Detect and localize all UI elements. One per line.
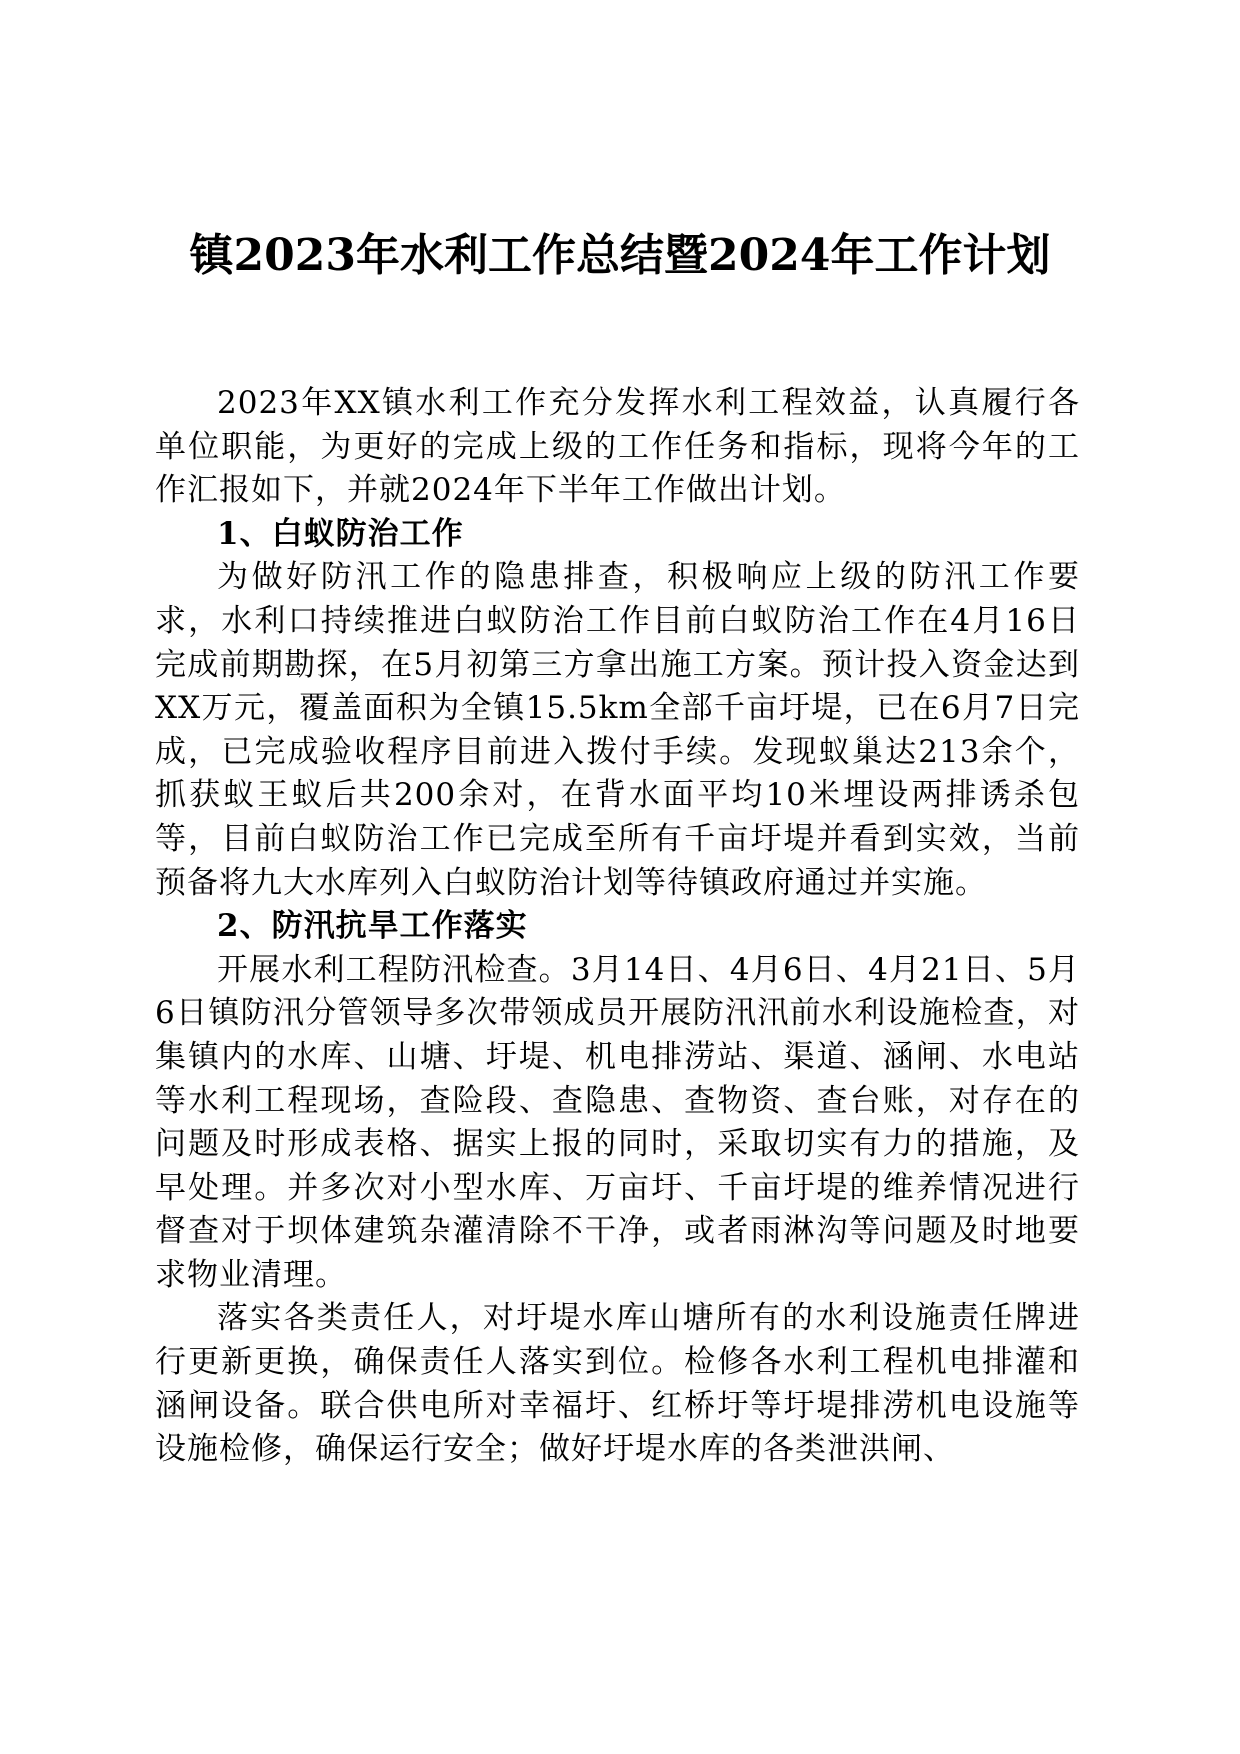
document-body (155, 382, 1080, 1472)
paragraph-responsibility: 落实各类责任人，对圩堤水库山塘所有的水利设施责任牌进行更新更换，确保责任人落实到位。检修各水利工程机电排灌和涵闸设备。联合供电所对幸福圩、红桥圩等圩堤排涝机电设施等设施检修，确保运行安全；做好圩堤水库的各类泄洪闸、 (155, 1300, 1080, 1468)
document-title: 镇2023年水利工作总结暨2024年工作计划 (189, 230, 1051, 281)
paragraph-flood-inspection: 开展水利工程防汛检查。3月14日、4月6日、4月21日、5月6日镇防汛分管领导多次带领成员开展防汛汛前水利设施检查，对集镇内的水库、山塘、圩堤、机电排涝站、渠道、涵闸、水电站等水利工程现场，查险段、查隐患、查物资、查台账，对存在的问题及时形成表格、据实上报的同时，采取切实有力的措施，及早处理。并多次对小型水库、万亩圩、千亩圩堤的维养情况进行督查对于坝体建筑杂灌清除不干净，或者雨淋沟等问题及时地要求物业清理。 (155, 951, 1080, 1293)
section-heading-flood-drought: 2、防汛抗旱工作落实 (217, 908, 528, 945)
intro-paragraph: 2023年XX镇水利工作充分发挥水利工程效益，认真履行各单位职能，为更好的完成上级的工作任务和指标，现将今年的工作汇报如下，并就2024年下半年工作做出计划。 (155, 385, 1080, 509)
section-heading-termite-control: 1、白蚁防治工作 (217, 515, 464, 552)
paragraph-termite-control: 为做好防汛工作的隐患排查，积极响应上级的防汛工作要求，水利口持续推进白蚁防治工作目前白蚁防治工作在4月16日完成前期勘探，在5月初第三方拿出施工方案。预计投入资金达到XX万元，覆盖面积为全镇15.5km全部千亩圩堤，已在6月7日完成，已完成验收程序目前进入拨付手续。发现蚁巢达213余个，抓获蚁王蚁后共200余对，在背水面平均10米埋设两排诱杀包等，目前白蚁防治工作已完成至所有千亩圩堤并看到实效，当前预备将九大水库列入白蚁防治计划等待镇政府通过并实施。 (155, 559, 1080, 901)
